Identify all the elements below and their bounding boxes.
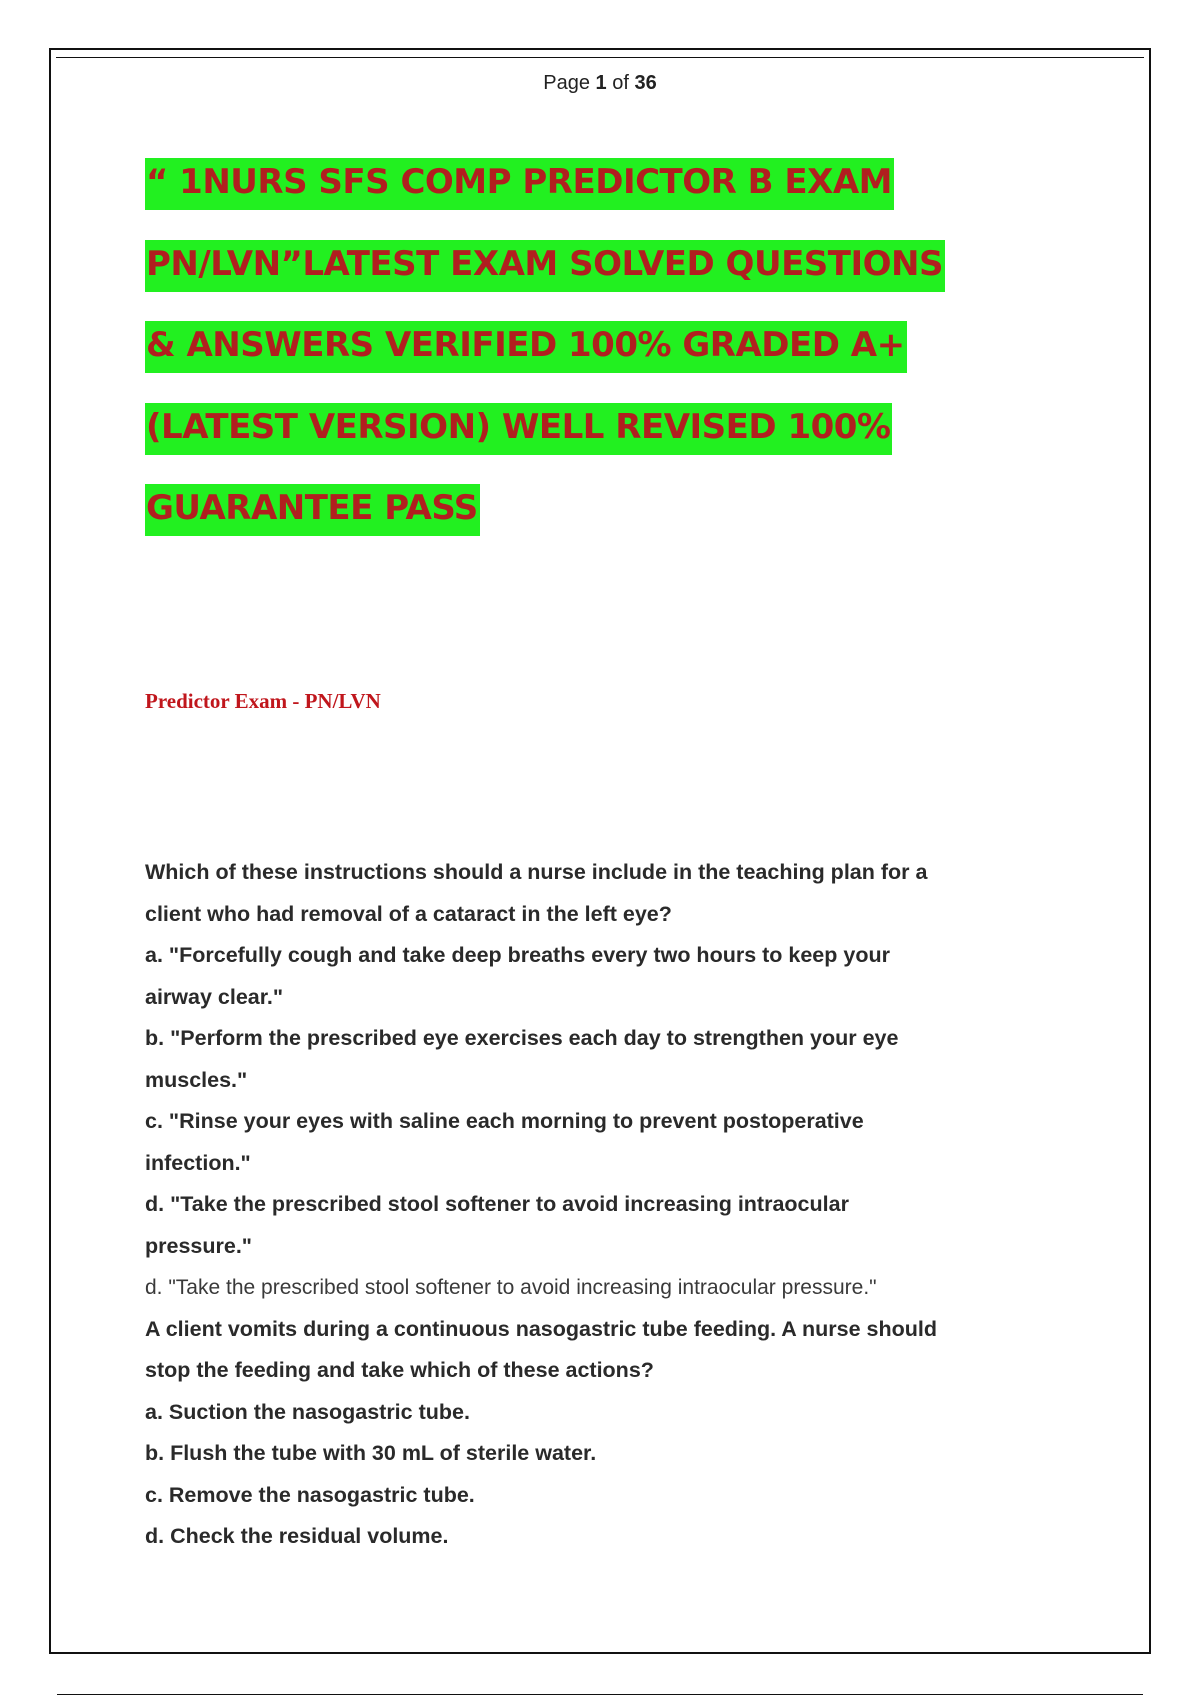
page-number-current: 1 [595, 72, 607, 94]
title-highlight: (LATEST VERSION) WELL REVISED 100% [145, 403, 892, 455]
question-option: pressure." [145, 1233, 252, 1258]
question-2 [145, 1309, 1065, 1558]
title-line [145, 305, 1045, 387]
title-highlight: & ANSWERS VERIFIED 100% GRADED A+ [145, 321, 907, 373]
title-highlight: PN/LVN”LATEST EXAM SOLVED QUESTIONS [145, 240, 945, 292]
document-title [145, 142, 1045, 550]
question-option: b. "Perform the prescribed eye exercises each day to strengthen your eye [145, 1026, 899, 1050]
title-line [145, 142, 1045, 224]
question-answer: d. "Take the prescribed stool softener to avoid increasing intraocular pressure." [145, 1276, 877, 1299]
question-option: a. "Forcefully cough and take deep breaths every two hours to keep your [145, 943, 890, 967]
question-option: b. Flush the tube with 30 mL of sterile water. [145, 1441, 597, 1465]
bottom-rule [57, 1694, 1143, 1695]
question-option: d. "Take the prescribed stool softener to avoid increasing intraocular [145, 1192, 849, 1216]
page-number-total: 36 [634, 72, 657, 94]
questions-body [145, 852, 1065, 1558]
question-option: c. "Rinse your eyes with saline each morning to prevent postoperative [145, 1109, 864, 1133]
page-number-of: of [606, 72, 635, 94]
question-stem: client who had removal of a cataract in the left eye? [145, 901, 672, 926]
question-option: a. Suction the nasogastric tube. [145, 1399, 470, 1424]
title-highlight: GUARANTEE PASS [145, 484, 480, 536]
title-line [145, 468, 1045, 550]
question-1 [145, 852, 1065, 1309]
question-option: muscles." [145, 1067, 248, 1092]
title-line [145, 224, 1045, 306]
question-stem: A client vomits during a continuous nasogastric tube feeding. A nurse should [145, 1316, 937, 1341]
question-option: d. Check the residual volume. [145, 1524, 449, 1548]
question-option: c. Remove the nasogastric tube. [145, 1482, 475, 1507]
title-line [145, 387, 1045, 469]
question-stem: Which of these instructions should a nurse include in the teaching plan for a [145, 860, 928, 884]
page-number [0, 72, 1200, 95]
title-highlight: “ 1NURS SFS COMP PREDICTOR B EXAM [145, 158, 894, 210]
exam-subtitle: Predictor Exam - PN/LVN [145, 689, 381, 713]
question-stem: stop the feeding and take which of these actions? [145, 1358, 654, 1382]
question-option: airway clear." [145, 984, 284, 1009]
page-number-prefix: Page [543, 72, 596, 94]
question-option: infection." [145, 1150, 251, 1175]
top-rule [56, 57, 1144, 58]
